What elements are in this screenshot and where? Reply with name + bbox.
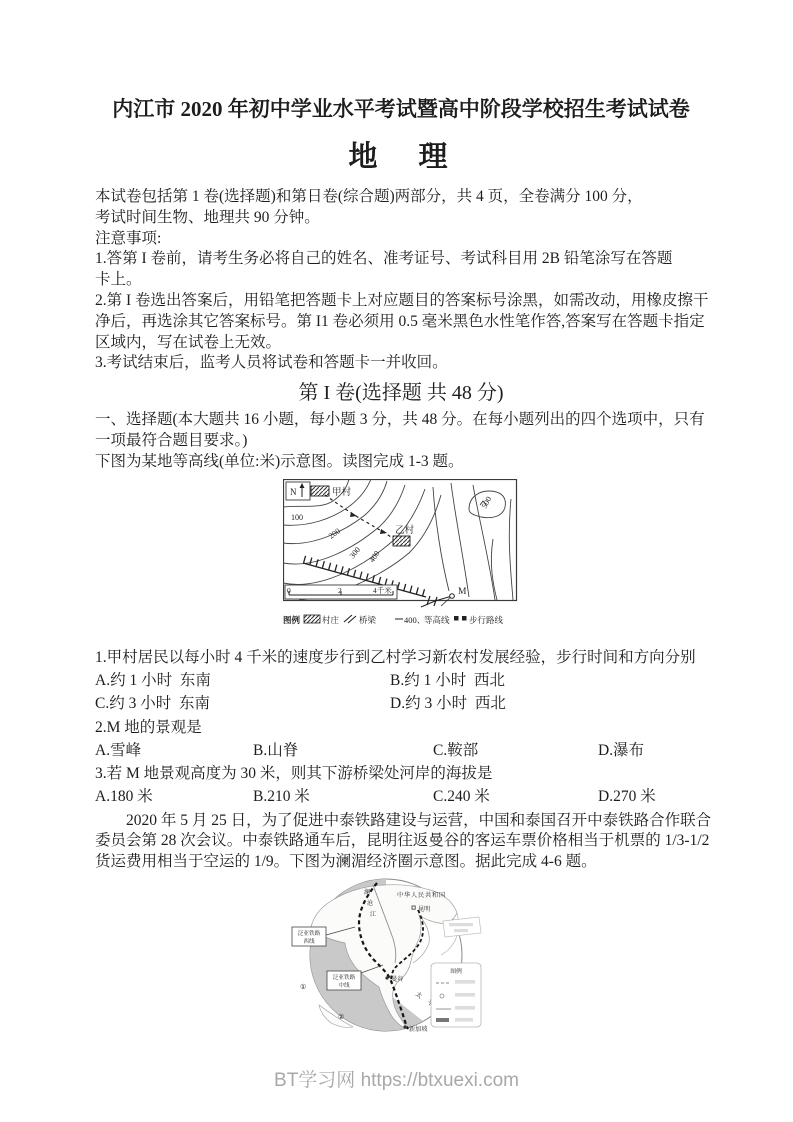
exam-title: 内江市 2020 年初中学业水平考试暨高中阶段学校招生考试试卷: [112, 97, 690, 121]
question-text: 1.甲村居民以每小时 4 千米的速度步行到乙村学习新农村发展经验，步行时间和方向分别: [95, 648, 696, 666]
river-label: 江: [370, 911, 377, 918]
singapore-marker: [403, 1025, 406, 1028]
contour-map: [283, 479, 519, 629]
notes-title: 注意事项:: [95, 229, 162, 247]
legend-route-icon: [454, 616, 467, 621]
option-b: B.210 米: [253, 788, 310, 806]
svg-text:西线: 西线: [303, 938, 315, 945]
instruction-line: 一项最符合题目要求。): [95, 431, 248, 449]
legend-route-label: 步行路线: [469, 614, 504, 625]
note-line: 1.答第 I 卷前，请考生务必将自己的姓名、准考证号、考试科目用 2B 铅笔涂写在答题: [95, 250, 673, 268]
legend-bridge-icon: [344, 615, 356, 623]
option-d: D.270 米: [598, 788, 656, 806]
map1-caption: 下图为某地等高线(单位:米)示意图。读图完成 1-3 题。: [95, 452, 464, 470]
legend-village-icon: [304, 615, 320, 623]
note-line: 卡上。: [95, 271, 142, 289]
option-c: C.鞍部: [433, 741, 479, 759]
svg-text:泛亚铁路: 泛亚铁路: [297, 930, 321, 937]
option-a: A.雪峰: [95, 741, 142, 759]
map1-legend: [283, 615, 504, 625]
river-label: 沧: [367, 900, 374, 907]
option-c: C.240 米: [433, 788, 490, 806]
section-instruction: [95, 410, 707, 472]
map2-legend: [431, 963, 481, 1027]
section-heading: 第 I 卷(选择题 共 48 分): [298, 382, 504, 405]
scale-2: 2: [338, 585, 342, 595]
singapore-label: 新加坡: [409, 1025, 428, 1033]
village-jia-label: 甲村: [332, 487, 352, 498]
region-map-figure: [291, 877, 483, 1047]
scale-bar: [285, 585, 397, 599]
question-options: [95, 785, 707, 809]
note-line: 2.第 I 卷选出答案后，用铅笔把答题卡上对应题目的答案标号涂黑，如需改动，用橡皮擦干: [95, 291, 709, 309]
question-options: [95, 669, 707, 716]
scale-4: 4千米: [373, 585, 392, 595]
passage-line: 货运费用相当于空运的 1/9。下图为澜湄经济圈示意图。据此完成 4-6 题。: [95, 853, 597, 871]
legend-village-label: 村庄: [322, 614, 340, 625]
preamble-line: 考试时间生物、地理共 90 分钟。: [95, 208, 320, 226]
point-m-label: M: [458, 586, 467, 597]
pacific-label: 太: [413, 990, 426, 1003]
legend-contour-label: 等高线: [424, 614, 450, 625]
north-arrow-icon: [286, 482, 310, 500]
option-a: A.180 米: [95, 788, 153, 806]
village-yi-marker: [393, 536, 410, 546]
contour-label: 400: [367, 548, 382, 564]
option-d: D.约 3 小时 西北: [390, 695, 506, 713]
svg-text:N: N: [290, 486, 297, 497]
scale-0: 0: [287, 585, 291, 595]
option-b: B.山脊: [253, 741, 299, 759]
contour-label: 100: [291, 512, 303, 522]
subject-title: 地 理: [348, 141, 454, 173]
village-yi-label: 乙村: [395, 525, 415, 536]
question-3: [95, 762, 707, 809]
question-2: [95, 716, 707, 763]
contour-label: 300: [347, 544, 363, 560]
contour-label: 200: [326, 525, 342, 541]
contour-label: 500: [479, 494, 494, 510]
passage-line: 委员会第 28 次会议。中泰铁路通车后，昆明往返曼谷的客运车票价格相当于机票的 1/3-1/2: [95, 832, 710, 850]
legend-contour-value: 400、: [404, 614, 426, 625]
preamble: [95, 187, 707, 374]
option-d: D.瀑布: [598, 741, 645, 759]
svg-text:中线: 中线: [338, 982, 350, 989]
question-text: 3.若 M 地景观高度为 30 米，则其下游桥梁处河岸的海拔是: [95, 765, 493, 783]
point-m-marker: [450, 593, 455, 598]
option-c: C.约 3 小时 东南: [95, 695, 210, 713]
kunming-label: 昆明: [418, 905, 431, 913]
legend-railway-icon: [436, 1018, 449, 1022]
passage-line: 2020 年 5 月 25 日，为了促进中泰铁路建设与运营，中国和泰国召开中泰铁路合作联合: [95, 811, 712, 829]
legend-title: 图例: [283, 614, 301, 625]
note-line: 净后，再选涂其它答案标号。第 I1 卷必须用 0.5 毫米黑色水性笔作答,答案写在答题卡指定: [95, 312, 705, 330]
bangkok-marker: [385, 976, 388, 979]
preamble-line: 本试卷包括第 1 卷(选择题)和第日卷(综合题)两部分，共 4 页，全卷满分 100 分，: [95, 188, 643, 205]
question-1: [95, 646, 707, 716]
village-jia-marker: [311, 486, 329, 496]
passage-2: [95, 811, 712, 873]
region-map: [291, 877, 483, 1042]
river-label: 澜: [364, 889, 371, 896]
note-line: 3.考试结束后，监考人员将试卷和答题卡一并收回。: [95, 354, 448, 372]
bangkok-label: 曼谷: [391, 975, 404, 983]
kunming-marker: [412, 906, 415, 909]
instruction-line: 一、选择题(本大题共 16 小题，每小题 3 分，共 48 分。在每小题列出的四个选项中，只有: [95, 411, 705, 429]
legend-title: 图例: [450, 968, 462, 975]
footer-watermark: BT学习网 https://btxuexi.com: [274, 1070, 519, 1091]
legend-bridge-label: 桥梁: [359, 614, 377, 625]
question-options: [95, 739, 707, 763]
marker-1-label: ①: [300, 982, 307, 991]
marker-2-label: ②: [338, 1012, 345, 1021]
contour-map-figure: [283, 479, 519, 634]
svg-text:泛亚铁路: 泛亚铁路: [332, 974, 356, 981]
option-a: A.约 1 小时 东南: [95, 671, 211, 689]
note-line: 区域内，写在试卷上无效。: [95, 333, 282, 351]
country-label: 中华人民共和国: [397, 891, 446, 899]
question-text: 2.M 地的景观是: [95, 718, 202, 736]
option-b: B.约 1 小时 西北: [390, 671, 505, 689]
